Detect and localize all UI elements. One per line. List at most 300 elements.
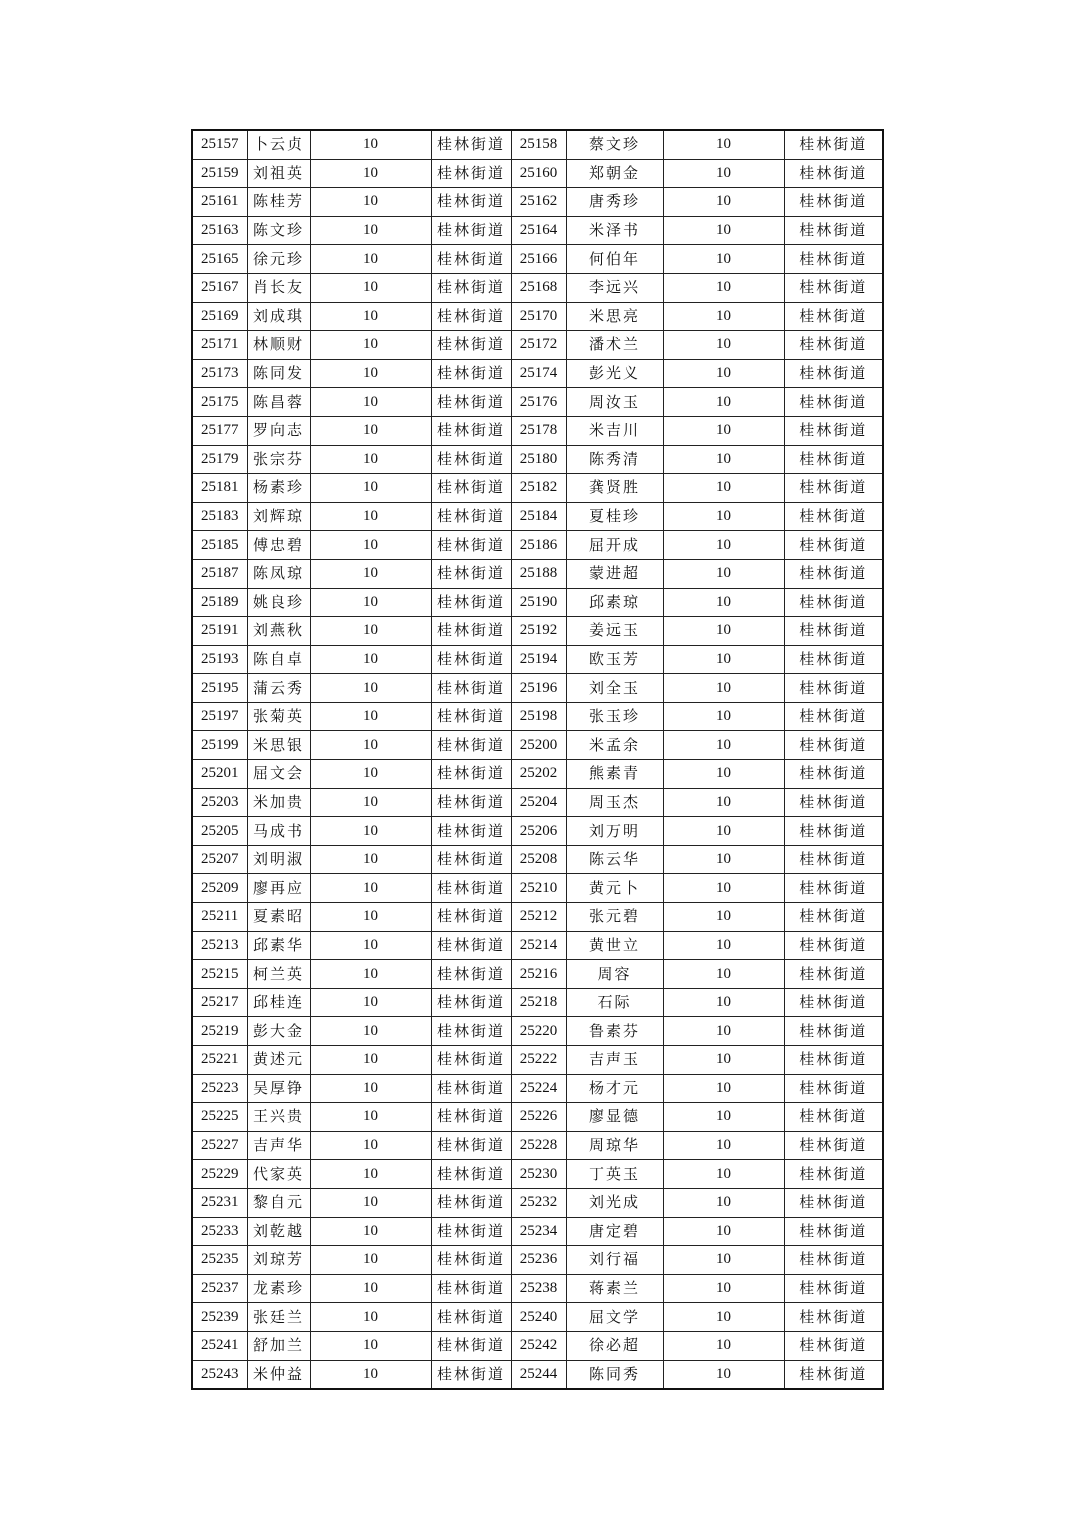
left-amount-cell: 10 xyxy=(310,1360,431,1389)
right-person-name-cell: 黄元卜 xyxy=(566,874,663,903)
right-record-id-cell: 25230 xyxy=(511,1160,566,1189)
table-row xyxy=(192,245,883,274)
left-subdistrict-cell: 桂林街道 xyxy=(431,331,511,360)
left-amount-cell: 10 xyxy=(310,645,431,674)
left-person-name-cell: 刘燕秋 xyxy=(247,617,310,646)
right-record-id-cell: 25160 xyxy=(511,159,566,188)
right-subdistrict-cell: 桂林街道 xyxy=(784,874,883,903)
left-person-name-cell: 陈文珍 xyxy=(247,216,310,245)
right-subdistrict-cell: 桂林街道 xyxy=(784,817,883,846)
right-amount-cell: 10 xyxy=(663,1017,784,1046)
left-subdistrict-cell: 桂林街道 xyxy=(431,1131,511,1160)
right-person-name-cell: 陈秀清 xyxy=(566,445,663,474)
right-person-name-cell: 米吉川 xyxy=(566,416,663,445)
right-person-name-cell: 米孟余 xyxy=(566,731,663,760)
right-subdistrict-cell: 桂林街道 xyxy=(784,788,883,817)
left-record-id-cell: 25189 xyxy=(192,588,247,617)
table-row xyxy=(192,188,883,217)
left-amount-cell: 10 xyxy=(310,1274,431,1303)
left-record-id-cell: 25231 xyxy=(192,1188,247,1217)
left-amount-cell: 10 xyxy=(310,1303,431,1332)
right-subdistrict-cell: 桂林街道 xyxy=(784,1188,883,1217)
left-person-name-cell: 吉声华 xyxy=(247,1131,310,1160)
left-person-name-cell: 邱素华 xyxy=(247,931,310,960)
left-person-name-cell: 林顺财 xyxy=(247,331,310,360)
right-record-id-cell: 25242 xyxy=(511,1331,566,1360)
table-row xyxy=(192,502,883,531)
right-record-id-cell: 25180 xyxy=(511,445,566,474)
left-subdistrict-cell: 桂林街道 xyxy=(431,1046,511,1075)
right-amount-cell: 10 xyxy=(663,416,784,445)
left-subdistrict-cell: 桂林街道 xyxy=(431,1303,511,1332)
left-person-name-cell: 陈自卓 xyxy=(247,645,310,674)
right-record-id-cell: 25168 xyxy=(511,273,566,302)
right-person-name-cell: 陈同秀 xyxy=(566,1360,663,1389)
left-subdistrict-cell: 桂林街道 xyxy=(431,502,511,531)
left-person-name-cell: 廖再应 xyxy=(247,874,310,903)
roster-body xyxy=(192,130,883,1389)
left-record-id-cell: 25233 xyxy=(192,1217,247,1246)
left-person-name-cell: 张廷兰 xyxy=(247,1303,310,1332)
right-subdistrict-cell: 桂林街道 xyxy=(784,273,883,302)
right-person-name-cell: 黄世立 xyxy=(566,931,663,960)
left-amount-cell: 10 xyxy=(310,588,431,617)
right-subdistrict-cell: 桂林街道 xyxy=(784,216,883,245)
left-person-name-cell: 刘琼芳 xyxy=(247,1246,310,1275)
right-subdistrict-cell: 桂林街道 xyxy=(784,416,883,445)
left-record-id-cell: 25237 xyxy=(192,1274,247,1303)
left-person-name-cell: 肖长友 xyxy=(247,273,310,302)
right-amount-cell: 10 xyxy=(663,1331,784,1360)
right-person-name-cell: 李远兴 xyxy=(566,273,663,302)
right-subdistrict-cell: 桂林街道 xyxy=(784,1074,883,1103)
right-record-id-cell: 25190 xyxy=(511,588,566,617)
table-row xyxy=(192,130,883,159)
right-person-name-cell: 刘光成 xyxy=(566,1188,663,1217)
left-record-id-cell: 25165 xyxy=(192,245,247,274)
right-amount-cell: 10 xyxy=(663,760,784,789)
table-row xyxy=(192,1131,883,1160)
left-subdistrict-cell: 桂林街道 xyxy=(431,559,511,588)
right-subdistrict-cell: 桂林街道 xyxy=(784,1017,883,1046)
table-row xyxy=(192,760,883,789)
table-row xyxy=(192,588,883,617)
left-record-id-cell: 25157 xyxy=(192,130,247,159)
left-record-id-cell: 25219 xyxy=(192,1017,247,1046)
left-record-id-cell: 25159 xyxy=(192,159,247,188)
right-subdistrict-cell: 桂林街道 xyxy=(784,1103,883,1132)
right-amount-cell: 10 xyxy=(663,245,784,274)
right-record-id-cell: 25200 xyxy=(511,731,566,760)
right-subdistrict-cell: 桂林街道 xyxy=(784,302,883,331)
left-person-name-cell: 刘成琪 xyxy=(247,302,310,331)
right-person-name-cell: 蒋素兰 xyxy=(566,1274,663,1303)
right-amount-cell: 10 xyxy=(663,1046,784,1075)
right-amount-cell: 10 xyxy=(663,731,784,760)
right-record-id-cell: 25174 xyxy=(511,359,566,388)
left-record-id-cell: 25211 xyxy=(192,903,247,932)
table-row xyxy=(192,845,883,874)
right-person-name-cell: 熊素青 xyxy=(566,760,663,789)
left-record-id-cell: 25239 xyxy=(192,1303,247,1332)
right-person-name-cell: 龚贤胜 xyxy=(566,474,663,503)
left-person-name-cell: 刘明淑 xyxy=(247,845,310,874)
right-record-id-cell: 25236 xyxy=(511,1246,566,1275)
left-record-id-cell: 25183 xyxy=(192,502,247,531)
left-record-id-cell: 25235 xyxy=(192,1246,247,1275)
right-subdistrict-cell: 桂林街道 xyxy=(784,474,883,503)
left-amount-cell: 10 xyxy=(310,817,431,846)
left-subdistrict-cell: 桂林街道 xyxy=(431,760,511,789)
left-person-name-cell: 龙素珍 xyxy=(247,1274,310,1303)
right-record-id-cell: 25162 xyxy=(511,188,566,217)
left-person-name-cell: 张菊英 xyxy=(247,702,310,731)
left-record-id-cell: 25195 xyxy=(192,674,247,703)
table-row xyxy=(192,331,883,360)
left-subdistrict-cell: 桂林街道 xyxy=(431,931,511,960)
left-person-name-cell: 陈昌蓉 xyxy=(247,388,310,417)
left-record-id-cell: 25173 xyxy=(192,359,247,388)
left-subdistrict-cell: 桂林街道 xyxy=(431,702,511,731)
left-person-name-cell: 夏素昭 xyxy=(247,903,310,932)
left-amount-cell: 10 xyxy=(310,1217,431,1246)
right-subdistrict-cell: 桂林街道 xyxy=(784,903,883,932)
left-record-id-cell: 25185 xyxy=(192,531,247,560)
right-record-id-cell: 25172 xyxy=(511,331,566,360)
left-record-id-cell: 25171 xyxy=(192,331,247,360)
left-record-id-cell: 25213 xyxy=(192,931,247,960)
left-amount-cell: 10 xyxy=(310,931,431,960)
right-record-id-cell: 25210 xyxy=(511,874,566,903)
left-person-name-cell: 张宗芬 xyxy=(247,445,310,474)
right-record-id-cell: 25164 xyxy=(511,216,566,245)
right-record-id-cell: 25182 xyxy=(511,474,566,503)
left-person-name-cell: 陈凤琼 xyxy=(247,559,310,588)
right-amount-cell: 10 xyxy=(663,502,784,531)
left-subdistrict-cell: 桂林街道 xyxy=(431,416,511,445)
right-amount-cell: 10 xyxy=(663,1360,784,1389)
right-subdistrict-cell: 桂林街道 xyxy=(784,130,883,159)
left-record-id-cell: 25227 xyxy=(192,1131,247,1160)
left-person-name-cell: 黄述元 xyxy=(247,1046,310,1075)
roster-table xyxy=(191,129,884,1390)
left-record-id-cell: 25179 xyxy=(192,445,247,474)
left-person-name-cell: 刘祖英 xyxy=(247,159,310,188)
left-amount-cell: 10 xyxy=(310,502,431,531)
left-record-id-cell: 25229 xyxy=(192,1160,247,1189)
left-subdistrict-cell: 桂林街道 xyxy=(431,1160,511,1189)
left-subdistrict-cell: 桂林街道 xyxy=(431,1246,511,1275)
left-subdistrict-cell: 桂林街道 xyxy=(431,188,511,217)
right-person-name-cell: 廖显德 xyxy=(566,1103,663,1132)
right-amount-cell: 10 xyxy=(663,130,784,159)
left-subdistrict-cell: 桂林街道 xyxy=(431,645,511,674)
right-amount-cell: 10 xyxy=(663,988,784,1017)
right-person-name-cell: 米思亮 xyxy=(566,302,663,331)
table-row xyxy=(192,388,883,417)
right-person-name-cell: 陈云华 xyxy=(566,845,663,874)
right-amount-cell: 10 xyxy=(663,1274,784,1303)
left-record-id-cell: 25205 xyxy=(192,817,247,846)
left-record-id-cell: 25181 xyxy=(192,474,247,503)
left-subdistrict-cell: 桂林街道 xyxy=(431,1103,511,1132)
left-amount-cell: 10 xyxy=(310,845,431,874)
left-record-id-cell: 25217 xyxy=(192,988,247,1017)
left-subdistrict-cell: 桂林街道 xyxy=(431,159,511,188)
left-amount-cell: 10 xyxy=(310,1103,431,1132)
right-record-id-cell: 25216 xyxy=(511,960,566,989)
left-record-id-cell: 25167 xyxy=(192,273,247,302)
left-record-id-cell: 25225 xyxy=(192,1103,247,1132)
left-record-id-cell: 25169 xyxy=(192,302,247,331)
left-record-id-cell: 25199 xyxy=(192,731,247,760)
left-person-name-cell: 杨素珍 xyxy=(247,474,310,503)
right-person-name-cell: 米泽书 xyxy=(566,216,663,245)
right-amount-cell: 10 xyxy=(663,331,784,360)
table-row xyxy=(192,1303,883,1332)
left-person-name-cell: 米思银 xyxy=(247,731,310,760)
right-person-name-cell: 周玉杰 xyxy=(566,788,663,817)
right-amount-cell: 10 xyxy=(663,645,784,674)
left-amount-cell: 10 xyxy=(310,559,431,588)
left-amount-cell: 10 xyxy=(310,331,431,360)
left-subdistrict-cell: 桂林街道 xyxy=(431,903,511,932)
table-row xyxy=(192,531,883,560)
left-subdistrict-cell: 桂林街道 xyxy=(431,988,511,1017)
right-subdistrict-cell: 桂林街道 xyxy=(784,617,883,646)
right-record-id-cell: 25186 xyxy=(511,531,566,560)
right-subdistrict-cell: 桂林街道 xyxy=(784,588,883,617)
left-subdistrict-cell: 桂林街道 xyxy=(431,1017,511,1046)
left-subdistrict-cell: 桂林街道 xyxy=(431,960,511,989)
right-record-id-cell: 25208 xyxy=(511,845,566,874)
right-record-id-cell: 25214 xyxy=(511,931,566,960)
left-person-name-cell: 屈文会 xyxy=(247,760,310,789)
left-record-id-cell: 25187 xyxy=(192,559,247,588)
left-subdistrict-cell: 桂林街道 xyxy=(431,1274,511,1303)
left-amount-cell: 10 xyxy=(310,159,431,188)
right-amount-cell: 10 xyxy=(663,559,784,588)
right-person-name-cell: 吉声玉 xyxy=(566,1046,663,1075)
left-subdistrict-cell: 桂林街道 xyxy=(431,273,511,302)
table-row xyxy=(192,1160,883,1189)
right-person-name-cell: 鲁素芬 xyxy=(566,1017,663,1046)
right-amount-cell: 10 xyxy=(663,931,784,960)
table-row xyxy=(192,645,883,674)
left-amount-cell: 10 xyxy=(310,874,431,903)
left-subdistrict-cell: 桂林街道 xyxy=(431,388,511,417)
right-person-name-cell: 屈开成 xyxy=(566,531,663,560)
right-subdistrict-cell: 桂林街道 xyxy=(784,1046,883,1075)
right-person-name-cell: 蔡文珍 xyxy=(566,130,663,159)
left-person-name-cell: 彭大金 xyxy=(247,1017,310,1046)
right-record-id-cell: 25232 xyxy=(511,1188,566,1217)
left-amount-cell: 10 xyxy=(310,1160,431,1189)
table-row xyxy=(192,1074,883,1103)
right-record-id-cell: 25202 xyxy=(511,760,566,789)
table-row xyxy=(192,1188,883,1217)
right-amount-cell: 10 xyxy=(663,188,784,217)
right-amount-cell: 10 xyxy=(663,273,784,302)
left-amount-cell: 10 xyxy=(310,788,431,817)
table-row xyxy=(192,817,883,846)
right-record-id-cell: 25166 xyxy=(511,245,566,274)
right-subdistrict-cell: 桂林街道 xyxy=(784,359,883,388)
left-record-id-cell: 25241 xyxy=(192,1331,247,1360)
right-person-name-cell: 刘万明 xyxy=(566,817,663,846)
right-amount-cell: 10 xyxy=(663,445,784,474)
right-subdistrict-cell: 桂林街道 xyxy=(784,760,883,789)
left-person-name-cell: 刘乾越 xyxy=(247,1217,310,1246)
left-subdistrict-cell: 桂林街道 xyxy=(431,245,511,274)
left-record-id-cell: 25191 xyxy=(192,617,247,646)
left-record-id-cell: 25193 xyxy=(192,645,247,674)
right-subdistrict-cell: 桂林街道 xyxy=(784,1274,883,1303)
right-subdistrict-cell: 桂林街道 xyxy=(784,1331,883,1360)
table-row xyxy=(192,359,883,388)
left-record-id-cell: 25201 xyxy=(192,760,247,789)
table-row xyxy=(192,159,883,188)
right-amount-cell: 10 xyxy=(663,1131,784,1160)
table-row xyxy=(192,988,883,1017)
left-person-name-cell: 傅忠碧 xyxy=(247,531,310,560)
right-subdistrict-cell: 桂林街道 xyxy=(784,159,883,188)
left-person-name-cell: 吴厚铮 xyxy=(247,1074,310,1103)
right-record-id-cell: 25178 xyxy=(511,416,566,445)
right-record-id-cell: 25204 xyxy=(511,788,566,817)
right-amount-cell: 10 xyxy=(663,531,784,560)
left-record-id-cell: 25161 xyxy=(192,188,247,217)
table-row xyxy=(192,1246,883,1275)
left-subdistrict-cell: 桂林街道 xyxy=(431,1188,511,1217)
right-subdistrict-cell: 桂林街道 xyxy=(784,702,883,731)
right-amount-cell: 10 xyxy=(663,1303,784,1332)
left-amount-cell: 10 xyxy=(310,702,431,731)
right-subdistrict-cell: 桂林街道 xyxy=(784,1303,883,1332)
right-amount-cell: 10 xyxy=(663,1160,784,1189)
right-subdistrict-cell: 桂林街道 xyxy=(784,931,883,960)
right-person-name-cell: 周琼华 xyxy=(566,1131,663,1160)
right-amount-cell: 10 xyxy=(663,1217,784,1246)
right-person-name-cell: 石际 xyxy=(566,988,663,1017)
table-row xyxy=(192,731,883,760)
right-subdistrict-cell: 桂林街道 xyxy=(784,960,883,989)
right-person-name-cell: 屈文学 xyxy=(566,1303,663,1332)
right-record-id-cell: 25218 xyxy=(511,988,566,1017)
right-person-name-cell: 张玉珍 xyxy=(566,702,663,731)
left-amount-cell: 10 xyxy=(310,760,431,789)
right-amount-cell: 10 xyxy=(663,474,784,503)
right-record-id-cell: 25234 xyxy=(511,1217,566,1246)
right-person-name-cell: 何伯年 xyxy=(566,245,663,274)
left-record-id-cell: 25209 xyxy=(192,874,247,903)
table-row xyxy=(192,216,883,245)
left-amount-cell: 10 xyxy=(310,1017,431,1046)
right-record-id-cell: 25192 xyxy=(511,617,566,646)
right-record-id-cell: 25224 xyxy=(511,1074,566,1103)
right-record-id-cell: 25170 xyxy=(511,302,566,331)
left-record-id-cell: 25175 xyxy=(192,388,247,417)
right-subdistrict-cell: 桂林街道 xyxy=(784,645,883,674)
right-record-id-cell: 25184 xyxy=(511,502,566,531)
left-subdistrict-cell: 桂林街道 xyxy=(431,731,511,760)
right-amount-cell: 10 xyxy=(663,788,784,817)
table-row xyxy=(192,874,883,903)
left-amount-cell: 10 xyxy=(310,674,431,703)
right-amount-cell: 10 xyxy=(663,903,784,932)
left-person-name-cell: 马成书 xyxy=(247,817,310,846)
right-subdistrict-cell: 桂林街道 xyxy=(784,1217,883,1246)
left-amount-cell: 10 xyxy=(310,1131,431,1160)
table-row xyxy=(192,474,883,503)
right-amount-cell: 10 xyxy=(663,960,784,989)
left-subdistrict-cell: 桂林街道 xyxy=(431,474,511,503)
left-record-id-cell: 25221 xyxy=(192,1046,247,1075)
table-row xyxy=(192,1331,883,1360)
left-person-name-cell: 米仲益 xyxy=(247,1360,310,1389)
table-row xyxy=(192,1274,883,1303)
left-person-name-cell: 代家英 xyxy=(247,1160,310,1189)
left-record-id-cell: 25163 xyxy=(192,216,247,245)
table-row xyxy=(192,302,883,331)
left-person-name-cell: 刘辉琼 xyxy=(247,502,310,531)
left-person-name-cell: 徐元珍 xyxy=(247,245,310,274)
right-subdistrict-cell: 桂林街道 xyxy=(784,845,883,874)
left-subdistrict-cell: 桂林街道 xyxy=(431,588,511,617)
right-record-id-cell: 25238 xyxy=(511,1274,566,1303)
right-person-name-cell: 张元碧 xyxy=(566,903,663,932)
right-amount-cell: 10 xyxy=(663,159,784,188)
left-person-name-cell: 王兴贵 xyxy=(247,1103,310,1132)
left-amount-cell: 10 xyxy=(310,445,431,474)
right-person-name-cell: 姜远玉 xyxy=(566,617,663,646)
left-subdistrict-cell: 桂林街道 xyxy=(431,674,511,703)
left-subdistrict-cell: 桂林街道 xyxy=(431,874,511,903)
left-person-name-cell: 柯兰英 xyxy=(247,960,310,989)
left-subdistrict-cell: 桂林街道 xyxy=(431,1074,511,1103)
right-subdistrict-cell: 桂林街道 xyxy=(784,1131,883,1160)
table-row xyxy=(192,445,883,474)
left-amount-cell: 10 xyxy=(310,1246,431,1275)
table-row xyxy=(192,931,883,960)
table-row xyxy=(192,788,883,817)
right-amount-cell: 10 xyxy=(663,617,784,646)
right-amount-cell: 10 xyxy=(663,1074,784,1103)
left-amount-cell: 10 xyxy=(310,388,431,417)
left-record-id-cell: 25223 xyxy=(192,1074,247,1103)
right-record-id-cell: 25188 xyxy=(511,559,566,588)
right-subdistrict-cell: 桂林街道 xyxy=(784,1360,883,1389)
left-amount-cell: 10 xyxy=(310,359,431,388)
table-row xyxy=(192,960,883,989)
right-person-name-cell: 夏桂珍 xyxy=(566,502,663,531)
left-amount-cell: 10 xyxy=(310,130,431,159)
left-record-id-cell: 25207 xyxy=(192,845,247,874)
right-amount-cell: 10 xyxy=(663,1188,784,1217)
right-amount-cell: 10 xyxy=(663,388,784,417)
table-row xyxy=(192,1017,883,1046)
right-person-name-cell: 唐定碧 xyxy=(566,1217,663,1246)
left-record-id-cell: 25243 xyxy=(192,1360,247,1389)
left-amount-cell: 10 xyxy=(310,416,431,445)
right-record-id-cell: 25228 xyxy=(511,1131,566,1160)
table-row xyxy=(192,273,883,302)
right-amount-cell: 10 xyxy=(663,302,784,331)
right-record-id-cell: 25176 xyxy=(511,388,566,417)
table-row xyxy=(192,1103,883,1132)
left-amount-cell: 10 xyxy=(310,988,431,1017)
right-record-id-cell: 25158 xyxy=(511,130,566,159)
